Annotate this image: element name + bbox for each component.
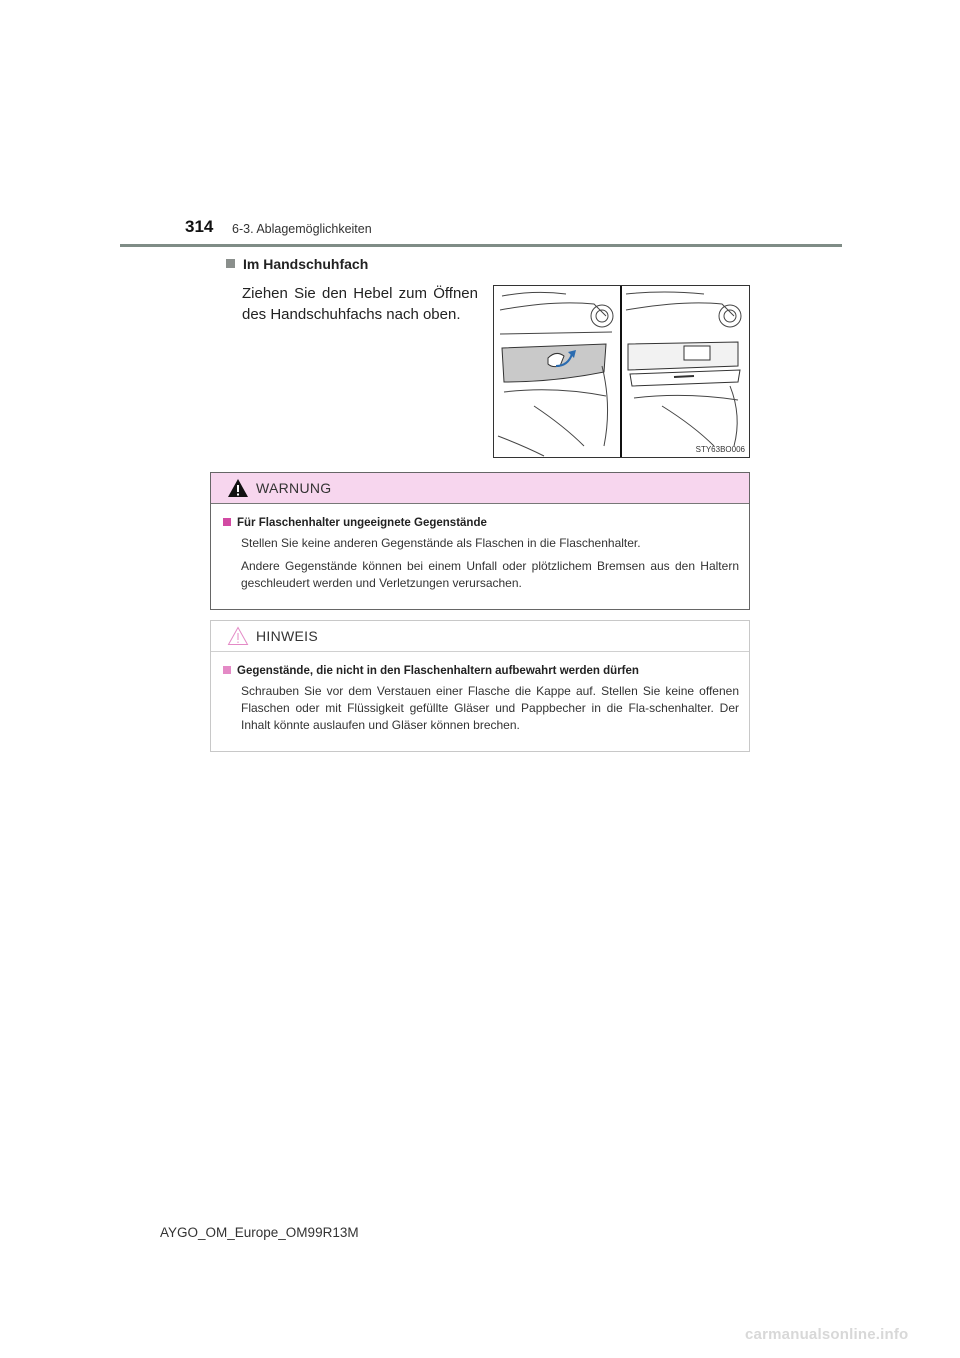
section-title: 6-3. Ablagemöglichkeiten bbox=[232, 222, 372, 236]
note-paragraph: Schrauben Sie vor dem Verstauen einer Flasche die Kappe auf. Stellen Sie keine offenen Flaschen oder mit Flüssigkeit gefüllte Gläser und Pappbecher in die Fla-schenhalter. Der Inhalt könnte auslaufen und Gläser können brechen. bbox=[241, 684, 739, 732]
warning-box bbox=[210, 472, 750, 610]
subheading-text: Im Handschuhfach bbox=[243, 256, 369, 272]
square-bullet-icon bbox=[226, 259, 235, 268]
glovebox-figure bbox=[493, 285, 750, 458]
caution-triangle-icon bbox=[227, 626, 249, 646]
square-bullet-icon bbox=[223, 666, 231, 674]
note-body bbox=[211, 652, 749, 734]
note-label: HINWEIS bbox=[256, 628, 318, 644]
header-rule bbox=[120, 244, 842, 247]
note-item-title-text: Gegenstände, die nicht in den Flaschenhaltern aufbewahrt werden dürfen bbox=[237, 665, 639, 677]
warning-label: WARNUNG bbox=[256, 480, 332, 496]
warning-item-title-text: Für Flaschenhalter ungeeignete Gegenstände bbox=[237, 517, 487, 529]
figure-code: STY63BO006 bbox=[695, 445, 745, 454]
page-number: 314 bbox=[185, 217, 214, 236]
note-header bbox=[211, 621, 749, 652]
warning-item-title bbox=[223, 517, 739, 529]
note-item-title bbox=[223, 665, 739, 677]
glovebox-illustration bbox=[494, 286, 749, 457]
subheading bbox=[226, 256, 368, 272]
note-box bbox=[210, 620, 750, 752]
warning-body bbox=[211, 504, 749, 592]
warning-triangle-icon bbox=[227, 478, 249, 498]
warning-paragraph: Stellen Sie keine anderen Gegenstände als Flaschen in die Flaschenhalter. bbox=[241, 536, 641, 550]
footer-doc-id: AYGO_OM_Europe_OM99R13M bbox=[160, 1225, 359, 1240]
warning-header bbox=[211, 473, 749, 504]
square-bullet-icon bbox=[223, 518, 231, 526]
watermark[interactable]: carmanualsonline.info bbox=[745, 1326, 909, 1343]
instruction-text: Ziehen Sie den Hebel zum Öffnen des Handschuhfachs nach oben. bbox=[242, 285, 478, 323]
warning-paragraph: Andere Gegenstände können bei einem Unfall oder plötzlichem Bremsen aus den Haltern geschleudert werden und Verletzungen verursachen. bbox=[241, 559, 739, 590]
